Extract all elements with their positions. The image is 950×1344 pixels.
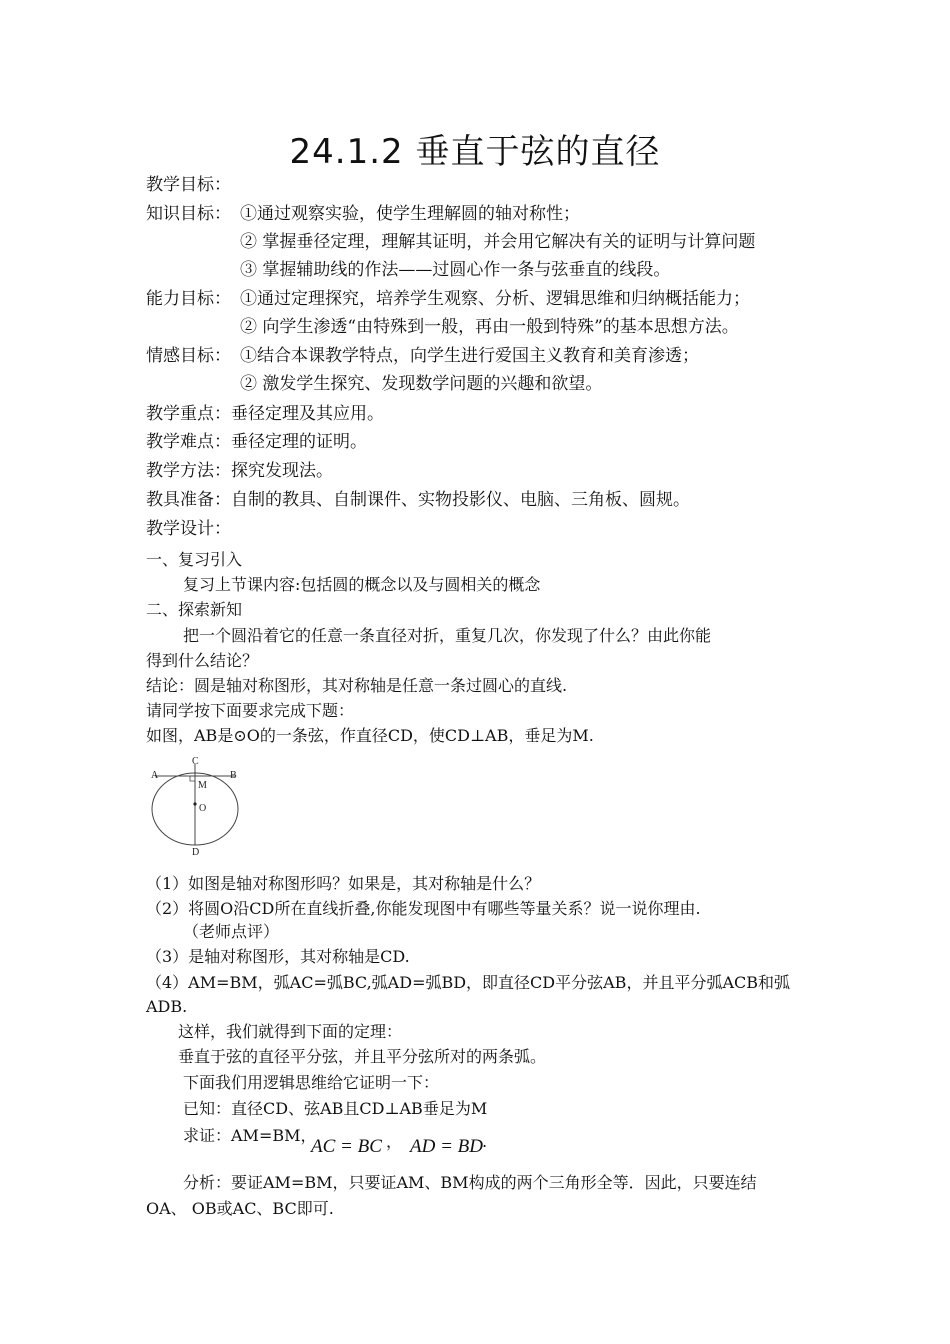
- ability-label: 能力目标：: [146, 289, 231, 309]
- ability-item-2: ② 向学生渗透“由特殊到一般，再由一般到特殊”的基本思想方法。: [240, 317, 739, 337]
- section2-para-line1: 把一个圆沿着它的任意一条直径对折，重复几次，你发现了什么？由此你能: [183, 626, 712, 645]
- label-b: B: [230, 770, 237, 781]
- ability-item-1: ①通过定理探究，培养学生观察、分析、逻辑思维和归纳概括能力；: [240, 289, 750, 309]
- emotion-label: 情感目标：: [146, 346, 231, 366]
- knowledge-item-3: ③ 掌握辅助线的作法——过圆心作一条与弦垂直的线段。: [240, 260, 671, 280]
- page-title: 24.1.2 垂直于弦的直径: [289, 132, 661, 172]
- analysis-line1: 分析：要证AM=BM，只要证AM、BM构成的两个三角形全等．因此，只要连结: [183, 1173, 757, 1192]
- label-a: A: [151, 770, 159, 781]
- design-heading: 教学设计：: [146, 519, 231, 539]
- theorem-intro: 这样，我们就得到下面的定理：: [178, 1022, 403, 1041]
- section2-heading: 二、探索新知: [146, 600, 243, 619]
- section2-para-line2: 得到什么结论？: [146, 651, 259, 670]
- prove-equation-2: AD = BD: [410, 1136, 483, 1157]
- request: 请同学按下面要求完成下题：: [146, 701, 355, 720]
- label-c: C: [192, 756, 199, 767]
- difficulty: 教学难点：垂径定理的证明。: [146, 432, 367, 452]
- answer-4-line1: （4）AM=BM，弧AC=弧BC,弧AD=弧BD，即直径CD平分弦AB，并且平分弧ACB和弧: [146, 973, 790, 992]
- tools: 教具准备：自制的教具、自制课件、实物投影仪、电脑、三角板、圆规。: [146, 490, 690, 510]
- section1-text: 复习上节课内容:包括圆的概念以及与圆相关的概念: [183, 575, 541, 594]
- figure-intro: 如图，AB是⊙O的一条弦，作直径CD，使CD⊥AB，垂足为M.: [146, 726, 594, 745]
- proof-intro: 下面我们用逻辑思维给它证明一下：: [183, 1073, 440, 1092]
- answer-3: （3）是轴对称图形，其对称轴是CD.: [146, 947, 410, 966]
- objectives-heading: 教学目标：: [146, 175, 231, 195]
- question-1: （1）如图是轴对称图形吗？如果是，其对称轴是什么？: [146, 874, 541, 893]
- right-angle-mark: [190, 776, 195, 781]
- prove-end: .: [482, 1132, 488, 1151]
- section1-heading: 一、复习引入: [146, 550, 243, 569]
- label-d: D: [192, 847, 200, 858]
- knowledge-item-2: ② 掌握垂径定理，理解其证明，并会用它解决有关的证明与计算问题: [240, 232, 756, 252]
- key-point: 教学重点：垂径定理及其应用。: [146, 404, 384, 424]
- prove-equation-1: AC = BC: [311, 1136, 382, 1157]
- given: 已知：直径CD、弦AB且CD⊥AB垂足为M: [183, 1099, 488, 1118]
- theorem: 垂直于弦的直径平分弦，并且平分弦所对的两条弧。: [178, 1047, 547, 1066]
- prove-separator: ，: [386, 1132, 403, 1151]
- prove-prefix: 求证：AM=BM，: [183, 1126, 317, 1145]
- emotion-item-2: ② 激发学生探究、发现数学问题的兴趣和欲望。: [240, 374, 603, 394]
- label-m: M: [198, 780, 207, 791]
- answer-4-line2: ADB.: [146, 997, 188, 1016]
- analysis-line2: OA、 OB或AC、BC即可.: [146, 1199, 334, 1218]
- conclusion: 结论：圆是轴对称图形，其对称轴是任意一条过圆心的直线.: [146, 676, 568, 695]
- knowledge-item-1: ①通过观察实验，使学生理解圆的轴对称性；: [240, 204, 580, 224]
- center-point: [193, 802, 196, 805]
- circle-figure: [146, 752, 256, 862]
- knowledge-label: 知识目标：: [146, 204, 231, 224]
- teacher-comment: （老师点评）: [183, 922, 280, 941]
- emotion-item-1: ①结合本课教学特点，向学生进行爱国主义教育和美育渗透；: [240, 346, 699, 366]
- label-o: O: [199, 803, 207, 814]
- method: 教学方法：探究发现法。: [146, 461, 333, 481]
- question-2: （2）将圆O沿CD所在直线折叠,你能发现图中有哪些等量关系？说一说你理由.: [146, 899, 701, 918]
